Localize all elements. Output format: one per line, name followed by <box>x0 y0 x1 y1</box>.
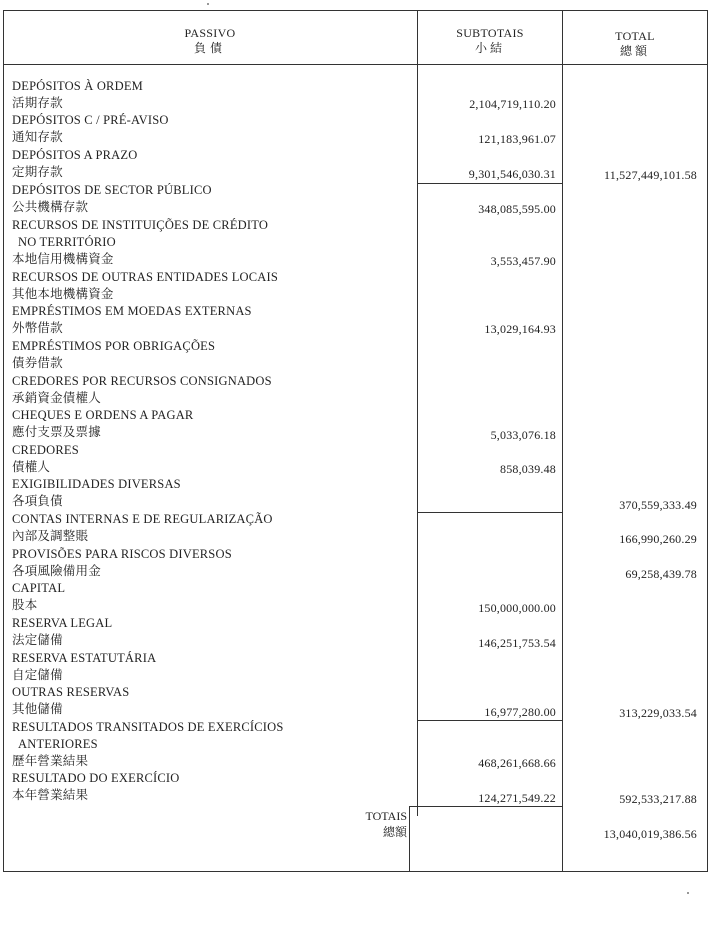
row-subtotal: 13,029,164.93 <box>484 322 556 336</box>
row-label-zh: 其他本地機構資金 <box>12 287 114 301</box>
row-subtotal: 9,301,546,030.31 <box>468 167 556 181</box>
row-label-zh: 定期存款 <box>12 165 63 179</box>
row-subtotal: 348,085,595.00 <box>478 202 556 216</box>
row-label-pt: EMPRÉSTIMOS EM MOEDAS EXTERNAS <box>12 304 252 318</box>
row-label-zh: 公共機構存款 <box>12 200 89 214</box>
row-label-zh: 應付支票及票據 <box>12 425 101 439</box>
row-label-pt: DEPÓSITOS C / PRÉ-AVISO <box>12 113 169 127</box>
header-subtotais <box>418 26 562 56</box>
row-subtotal: 5,033,076.18 <box>490 428 556 442</box>
header-passivo <box>60 26 360 56</box>
row-label-zh: 各項風險備用金 <box>12 564 101 578</box>
row-label-zh: 債券借款 <box>12 356 63 370</box>
totais-label <box>366 808 407 840</box>
scan-speck <box>207 3 209 5</box>
subtotal-group-line <box>409 806 563 807</box>
row-label-pt: RESERVA LEGAL <box>12 616 113 630</box>
header-passivo-pt: PASSIVO <box>184 26 236 40</box>
row-label-pt-cont: ANTERIORES <box>18 737 98 751</box>
header-subtotais-zh: 小結 <box>474 41 505 55</box>
row-label-zh: 本年營業結果 <box>12 788 89 802</box>
table-left-border <box>3 10 4 872</box>
passivo-subtotal-divider <box>417 10 418 816</box>
row-total: 11,527,449,101.58 <box>604 168 697 182</box>
row-subtotal: 150,000,000.00 <box>478 601 556 615</box>
row-label-pt: RECURSOS DE INSTITUIÇÕES DE CRÉDITO <box>12 218 269 232</box>
scan-speck <box>687 892 689 894</box>
row-label-pt: CHEQUES E ORDENS A PAGAR <box>12 408 194 422</box>
row-label-zh: 歷年營業結果 <box>12 754 89 768</box>
row-total: 69,258,439.78 <box>625 567 697 581</box>
row-label-zh: 法定儲備 <box>12 633 63 647</box>
header-subtotais-pt: SUBTOTAIS <box>456 26 524 40</box>
row-label-zh: 承銷資金債權人 <box>12 391 101 405</box>
row-label-pt: DEPÓSITOS A PRAZO <box>12 148 138 162</box>
row-label-pt: RESULTADO DO EXERCÍCIO <box>12 771 180 785</box>
subtotal-group-line <box>417 720 563 721</box>
row-subtotal: 858,039.48 <box>500 462 556 476</box>
row-label-zh: 活期存款 <box>12 96 63 110</box>
row-label-zh: 債權人 <box>12 460 51 474</box>
row-subtotal: 2,104,719,110.20 <box>469 97 556 111</box>
row-label-pt: EXIGIBILIDADES DIVERSAS <box>12 477 181 491</box>
totais-label-zh: 總額 <box>382 825 407 839</box>
row-label-pt: RECURSOS DE OUTRAS ENTIDADES LOCAIS <box>12 270 279 284</box>
row-label-zh: 自定儲備 <box>12 668 63 682</box>
row-label-pt: EMPRÉSTIMOS POR OBRIGAÇÕES <box>12 339 216 353</box>
row-label-pt: RESULTADOS TRANSITADOS DE EXERCÍCIOS <box>12 720 284 734</box>
totais-left-divider <box>409 806 410 872</box>
row-label-pt-cont: NO TERRITÓRIO <box>18 235 116 249</box>
subtotal-total-divider <box>562 10 563 872</box>
totais-value: 13,040,019,386.56 <box>603 827 697 841</box>
header-divider <box>3 64 708 65</box>
row-label-pt: CAPITAL <box>12 581 66 595</box>
row-subtotal: 3,553,457.90 <box>490 254 556 268</box>
row-total: 166,990,260.29 <box>619 532 697 546</box>
header-total-zh: 總額 <box>619 44 650 58</box>
header-passivo-zh: 負債 <box>193 41 226 55</box>
row-label-pt: CREDORES POR RECURSOS CONSIGNADOS <box>12 374 272 388</box>
row-label-pt: OUTRAS RESERVAS <box>12 685 130 699</box>
row-label-pt: RESERVA ESTATUTÁRIA <box>12 651 157 665</box>
header-total-pt: TOTAL <box>615 29 655 43</box>
row-label-zh: 內部及調整賬 <box>12 529 89 543</box>
row-subtotal: 468,261,668.66 <box>478 756 556 770</box>
row-subtotal: 124,271,549.22 <box>478 791 556 805</box>
row-subtotal: 121,183,961.07 <box>478 132 556 146</box>
table-top-border <box>3 10 708 11</box>
row-subtotal: 16,977,280.00 <box>484 705 556 719</box>
row-total: 592,533,217.88 <box>619 792 697 806</box>
row-subtotal: 146,251,753.54 <box>478 636 556 650</box>
row-label-pt: DEPÓSITOS DE SECTOR PÚBLICO <box>12 183 212 197</box>
row-label-pt: CONTAS INTERNAS E DE REGULARIZAÇÃO <box>12 512 273 526</box>
row-label-zh: 本地信用機構資金 <box>12 252 114 266</box>
row-label-zh: 通知存款 <box>12 130 63 144</box>
table-right-border <box>707 10 708 872</box>
row-label-zh: 其他儲備 <box>12 702 63 716</box>
row-label-zh: 各項負債 <box>12 494 63 508</box>
header-total <box>563 29 707 59</box>
subtotal-group-line <box>417 183 563 184</box>
row-total: 370,559,333.49 <box>619 498 697 512</box>
totais-label-pt: TOTAIS <box>365 809 407 823</box>
row-label-pt: CREDORES <box>12 443 79 457</box>
row-label-pt: DEPÓSITOS À ORDEM <box>12 79 143 93</box>
row-total: 313,229,033.54 <box>619 706 697 720</box>
subtotal-group-line <box>417 512 563 513</box>
table-bottom-border <box>3 871 708 872</box>
row-label-zh: 股本 <box>12 598 38 612</box>
row-label-zh: 外幣借款 <box>12 321 63 335</box>
row-label-pt: PROVISÕES PARA RISCOS DIVERSOS <box>12 547 232 561</box>
